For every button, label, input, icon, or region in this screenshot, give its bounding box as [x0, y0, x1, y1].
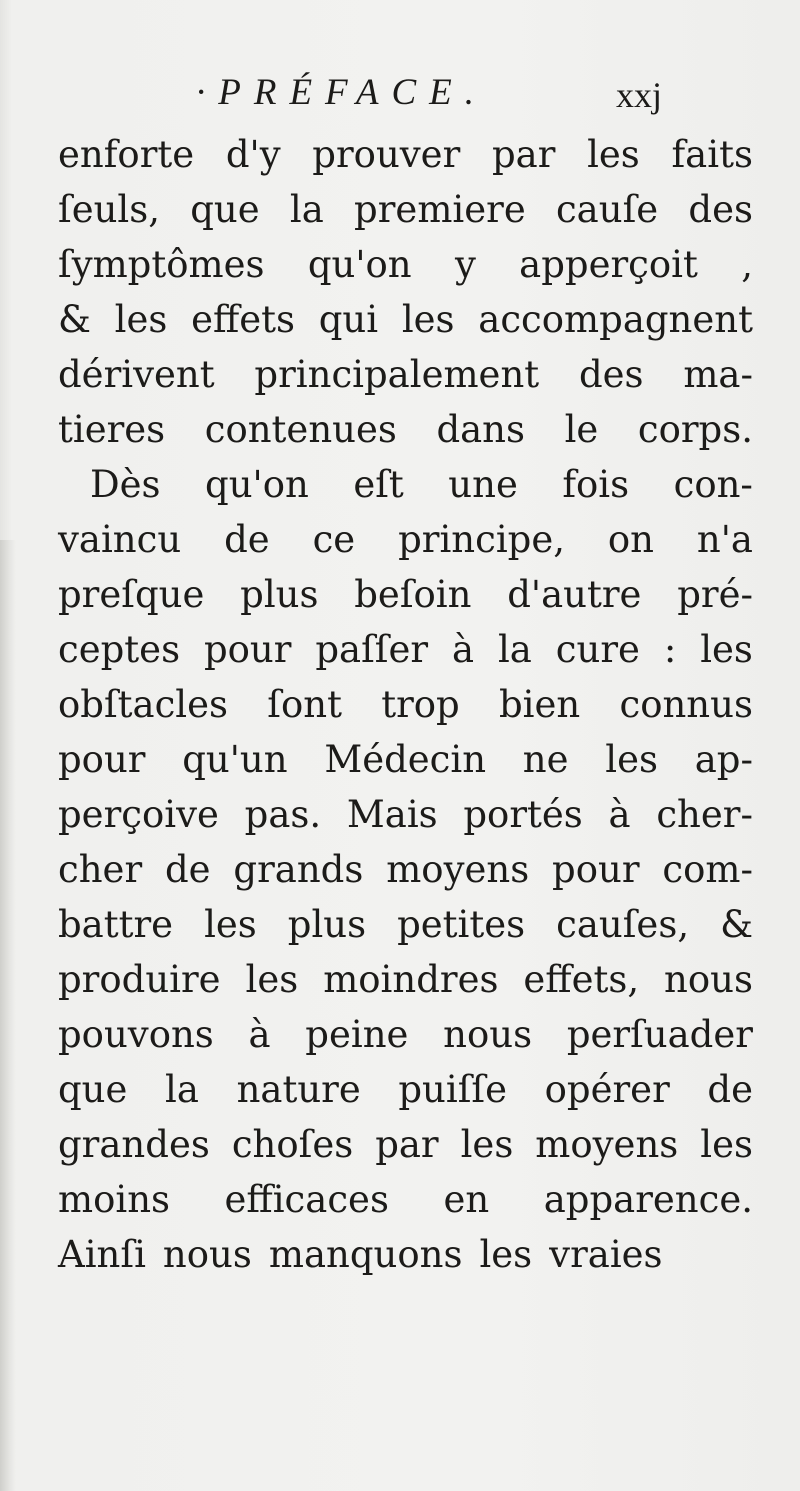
word: d'y: [225, 133, 281, 176]
word: obſtacles: [58, 683, 229, 726]
text-line: [58, 127, 753, 182]
text-line: [58, 402, 753, 457]
word: prouver: [312, 133, 461, 176]
word: contenues: [204, 408, 397, 451]
word: efficaces: [224, 1178, 389, 1221]
running-header: [196, 68, 663, 118]
word: des: [688, 188, 753, 231]
word: nous: [664, 958, 753, 1001]
word: faits: [671, 133, 753, 176]
word: de: [164, 848, 211, 891]
word: corps.: [637, 408, 753, 451]
word: cauſe: [555, 188, 659, 231]
text-line: [58, 347, 753, 402]
word: dérivent: [58, 353, 215, 396]
word: nous: [443, 1013, 533, 1056]
text-line: [58, 1172, 753, 1227]
word: ſeuls,: [58, 188, 161, 231]
word: effets: [191, 298, 296, 341]
word: ſont: [267, 683, 342, 726]
word: vraies: [549, 1233, 663, 1276]
word: y: [454, 243, 476, 286]
word: de: [224, 518, 270, 561]
text-line: [58, 512, 753, 567]
word: puiſſe: [398, 1068, 508, 1111]
word: par: [491, 133, 556, 176]
word: à: [248, 1013, 271, 1056]
word: qu'un: [182, 738, 288, 781]
word: ma-: [683, 353, 753, 396]
word: grandes: [58, 1123, 210, 1166]
text-line: [58, 787, 753, 842]
word: cauſes,: [556, 903, 690, 946]
word: moindres: [323, 958, 499, 1001]
word: les: [605, 738, 658, 781]
text-line: [58, 842, 753, 897]
word: les: [245, 958, 299, 1001]
word: preſque: [58, 573, 205, 616]
word: principe,: [398, 518, 566, 561]
word: vaincu: [58, 518, 182, 561]
word: les: [479, 1233, 533, 1276]
word: à: [608, 793, 631, 836]
word: les: [401, 298, 455, 341]
word: cher-: [656, 793, 753, 836]
word: perçoive: [58, 793, 219, 836]
word: ne: [522, 738, 569, 781]
text-line: [58, 1007, 753, 1062]
word: pré-: [677, 573, 753, 616]
word: produire: [58, 958, 221, 1001]
word: apperçoit: [519, 243, 698, 286]
word: de: [707, 1068, 753, 1111]
word: les: [587, 133, 640, 176]
word: accompagnent: [478, 298, 753, 341]
text-line: [58, 1117, 753, 1172]
word: Dès: [90, 463, 161, 506]
word: connus: [619, 683, 753, 726]
text-line: [58, 897, 753, 952]
text-line: [58, 457, 753, 512]
word: peine: [305, 1013, 409, 1056]
word: des: [578, 353, 644, 396]
page-number: xxj: [616, 75, 663, 115]
word: portés: [463, 793, 583, 836]
word: d'autre: [507, 573, 642, 616]
text-line: [58, 567, 753, 622]
word: n'a: [696, 518, 753, 561]
word: la: [497, 628, 532, 671]
word: con-: [673, 463, 753, 506]
body-text: [58, 127, 778, 1282]
word: moyens: [535, 1123, 679, 1166]
word: qui: [318, 298, 379, 341]
word: trop: [381, 683, 460, 726]
word: nature: [236, 1068, 361, 1111]
word: enforte: [58, 133, 195, 176]
word: à: [451, 628, 475, 671]
text-line: [58, 182, 753, 237]
word: pour: [203, 628, 292, 671]
word: le: [564, 408, 599, 451]
word: beſoin: [354, 573, 472, 616]
word: opérer: [544, 1068, 670, 1111]
text-line: [58, 732, 753, 787]
word: manquons: [268, 1233, 463, 1276]
word: com-: [662, 848, 753, 891]
word: ap-: [694, 738, 753, 781]
word: fois: [562, 463, 630, 506]
text-line: [58, 952, 753, 1007]
word: petites: [397, 903, 526, 946]
word: bien: [498, 683, 581, 726]
word: les: [204, 903, 257, 946]
text-line: [58, 237, 753, 292]
word: qu'on: [307, 243, 412, 286]
word: pour: [58, 738, 146, 781]
word: Médecin: [324, 738, 487, 781]
word: pouvons: [58, 1013, 214, 1056]
word: Mais: [346, 793, 438, 836]
page-gutter-shadow: [0, 540, 16, 1491]
word: Ainſi: [58, 1233, 146, 1276]
word: choſes: [231, 1123, 354, 1166]
word: les: [114, 298, 168, 341]
word: qu'on: [205, 463, 309, 506]
text-line: [58, 292, 753, 347]
word: que: [58, 1068, 128, 1111]
word: plus: [287, 903, 367, 946]
word: effets,: [523, 958, 640, 1001]
word: &: [720, 903, 753, 946]
word: la: [165, 1068, 199, 1111]
text-line: [58, 622, 753, 677]
word: plus: [240, 573, 319, 616]
word: pas.: [244, 793, 322, 836]
word: principalement: [254, 353, 540, 396]
word: perſuader: [566, 1013, 753, 1056]
word: les: [460, 1123, 514, 1166]
header-title: ·PRÉFACE.: [196, 72, 488, 113]
word: ce: [312, 518, 356, 561]
text-line: [58, 677, 753, 732]
word: cher: [58, 848, 143, 891]
word: les: [700, 628, 753, 671]
word: apparence.: [543, 1178, 753, 1221]
word: cure: [555, 628, 640, 671]
word: :: [663, 628, 677, 671]
word: on: [607, 518, 655, 561]
word: que: [190, 188, 260, 231]
word: &: [58, 298, 91, 341]
word: les: [700, 1123, 753, 1166]
word: paſſer: [315, 628, 429, 671]
word: battre: [58, 903, 174, 946]
word: par: [375, 1123, 439, 1166]
word: ,: [741, 243, 753, 286]
word: eſt: [353, 463, 404, 506]
word: moyens: [386, 848, 530, 891]
word: ceptes: [58, 628, 181, 671]
word: nous: [162, 1233, 252, 1276]
word: pour: [552, 848, 640, 891]
word: grands: [233, 848, 364, 891]
word: tieres: [58, 408, 166, 451]
word: une: [448, 463, 518, 506]
text-line: [58, 1062, 753, 1117]
text-line: [58, 1227, 753, 1282]
word: ſymptômes: [58, 243, 265, 286]
word: en: [443, 1178, 490, 1221]
word: moins: [58, 1178, 171, 1221]
word: dans: [436, 408, 525, 451]
word: la: [289, 188, 324, 231]
word: premiere: [354, 188, 526, 231]
